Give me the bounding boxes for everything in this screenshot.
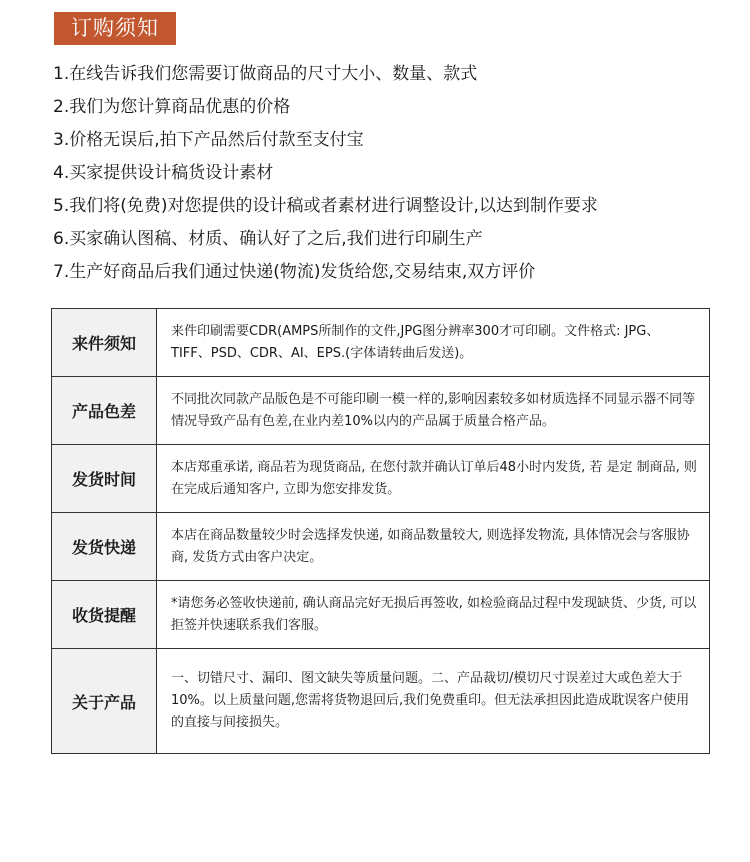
table-row <box>52 649 710 754</box>
row-text: 一、切错尺寸、漏印、图文缺失等质量问题。二、产品裁切/模切尺寸误差过大或色差大于10%。以上质量问题,您需将货物退回后,我们免费重印。但无法承担因此造成耽误客户使用的直接与间接损失。 <box>157 649 710 754</box>
list-item: 3.价格无误后,拍下产品然后付款至支付宝 <box>53 130 364 150</box>
table-row <box>52 581 710 649</box>
list-item: 2.我们为您计算商品优惠的价格 <box>53 97 291 117</box>
list-item: 4.买家提供设计稿货设计素材 <box>53 163 274 183</box>
list-item: 6.买家确认图稿、材质、确认好了之后,我们进行印刷生产 <box>53 229 483 249</box>
row-text: 不同批次同款产品版色是不可能印刷一模一样的,影响因素较多如材质选择不同显示器不同等情况导致产品有色差,在业内差10%以内的产品属于质量合格产品。 <box>157 377 710 445</box>
notice-table <box>51 308 710 754</box>
list-item: 1.在线告诉我们您需要订做商品的尺寸大小、数量、款式 <box>53 64 478 84</box>
list-item: 7.生产好商品后我们通过快递(物流)发货给您,交易结束,双方评价 <box>53 262 536 282</box>
row-text: 本店郑重承诺, 商品若为现货商品, 在您付款并确认订单后48小时内发货, 若 是定 制商品, 则在完成后通知客户, 立即为您安排发货。 <box>157 445 710 513</box>
row-text: *请您务必签收快递前, 确认商品完好无损后再签收, 如检验商品过程中发现缺货、少货, 可以拒签并快速联系我们客服。 <box>157 581 710 649</box>
row-text: 来件印刷需要CDR(AMPS所制作的文件,JPG图分辨率300才可印刷。文件格式: JPG、TIFF、PSD、CDR、AI、EPS.(字体请转曲后发送)。 <box>157 309 710 377</box>
table-row <box>52 513 710 581</box>
table-row <box>52 445 710 513</box>
list-item: 5.我们将(免费)对您提供的设计稿或者素材进行调整设计,以达到制作要求 <box>53 196 598 216</box>
row-label: 收货提醒 <box>52 581 157 649</box>
page-title: 订购须知 <box>54 12 176 45</box>
row-label: 产品色差 <box>52 377 157 445</box>
row-label: 来件须知 <box>52 309 157 377</box>
row-label: 关于产品 <box>52 649 157 754</box>
table-row <box>52 309 710 377</box>
row-text: 本店在商品数量较少时会选择发快递, 如商品数量较大, 则选择发物流, 具体情况会与客服协商, 发货方式由客户决定。 <box>157 513 710 581</box>
order-steps-list <box>53 58 598 289</box>
table-row <box>52 377 710 445</box>
row-label: 发货时间 <box>52 445 157 513</box>
row-label: 发货快递 <box>52 513 157 581</box>
